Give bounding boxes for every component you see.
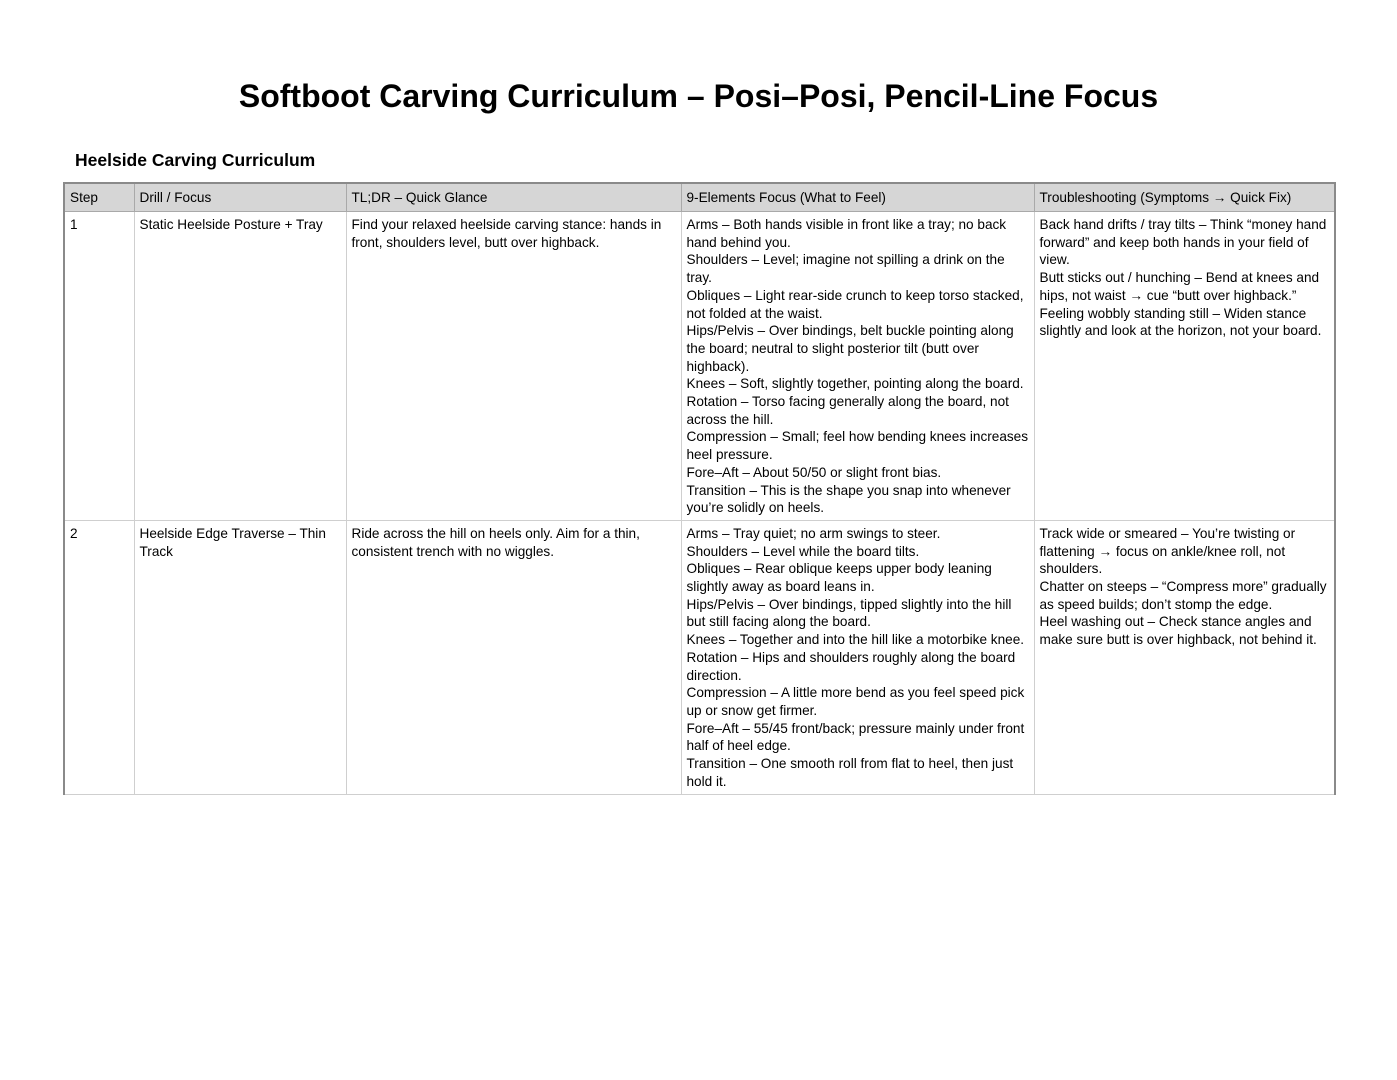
nine-element-line: Fore–Aft – About 50/50 or slight front bias. — [686, 464, 942, 480]
cell-step: 1 — [64, 212, 134, 521]
nine-element-line: Hips/Pelvis – Over bindings, belt buckle pointing along the board; neutral to slight posterior tilt (butt over highback). — [686, 323, 1014, 374]
nine-element-line: Compression – Small; feel how bending knees increases heel pressure. — [686, 429, 1029, 463]
cell-tldr: Find your relaxed heelside carving stance: hands in front, shoulders level, butt over highback. — [346, 212, 681, 521]
cell-nine-elements — [681, 520, 1034, 794]
curriculum-table — [63, 182, 1336, 795]
document-title: Softboot Carving Curriculum – Posi–Posi, Pencil-Line Focus — [238, 78, 1159, 114]
cell-drill: Heelside Edge Traverse – Thin Track — [134, 520, 346, 794]
nine-element-line: Shoulders – Level; imagine not spilling a drink on the tray. — [686, 252, 1005, 286]
header-drill: Drill / Focus — [134, 183, 346, 212]
troubleshooting-line: Chatter on steeps – “Compress more” gradually as speed builds; don’t stomp the edge. — [1039, 579, 1327, 612]
cell-drill: Static Heelside Posture + Tray — [134, 212, 346, 521]
table-header-row — [64, 183, 1335, 212]
nine-element-line: Rotation – Torso facing generally along the board, not across the hill. — [686, 394, 1009, 427]
troubleshooting-line: Butt sticks out / hunching – Bend at knees and hips, not waist → cue “butt over highback.” — [1039, 270, 1320, 303]
nine-element-line: Knees – Soft, slightly together, pointing along the board. — [686, 376, 1024, 392]
cell-tldr: Ride across the hill on heels only. Aim for a thin, consistent trench with no wiggles. — [346, 520, 681, 794]
section-title: Heelside Carving Curriculum — [75, 150, 316, 170]
nine-element-line: Fore–Aft – 55/45 front/back; pressure mainly under front half of heel edge. — [686, 720, 1025, 754]
cell-step: 2 — [64, 520, 134, 794]
nine-element-line: Compression – A little more bend as you feel speed pick up or snow get firmer. — [686, 685, 1025, 718]
header-troubleshooting: Troubleshooting (Symptoms → Quick Fix) — [1034, 183, 1335, 212]
cell-troubleshooting — [1034, 520, 1335, 794]
cell-troubleshooting — [1034, 212, 1335, 521]
nine-element-line: Arms – Both hands visible in front like a tray; no back hand behind you. — [686, 217, 1007, 250]
nine-element-line: Transition – This is the shape you snap into whenever you’re solidly on heels. — [686, 482, 1011, 516]
header-nine-elements: 9-Elements Focus (What to Feel) — [681, 183, 1034, 212]
troubleshooting-line: Feeling wobbly standing still – Widen stance slightly and look at the horizon, not your board. — [1039, 305, 1322, 339]
nine-element-line: Rotation – Hips and shoulders roughly along the board direction. — [686, 649, 1016, 683]
table-row — [64, 212, 1335, 521]
troubleshooting-line: Back hand drifts / tray tilts – Think “money hand forward” and keep both hands in your field of view. — [1039, 217, 1327, 268]
nine-element-line: Transition – One smooth roll from flat to heel, then just hold it. — [686, 756, 1014, 789]
nine-element-line: Hips/Pelvis – Over bindings, tipped slightly into the hill but still facing along the board. — [686, 596, 1012, 630]
table-row — [64, 520, 1335, 794]
header-step: Step — [64, 183, 134, 212]
nine-element-line: Knees – Together and into the hill like a motorbike knee. — [686, 632, 1025, 648]
nine-element-line: Shoulders – Level while the board tilts. — [686, 543, 920, 559]
header-tldr: TL;DR – Quick Glance — [346, 183, 681, 212]
cell-nine-elements — [681, 212, 1034, 521]
troubleshooting-line: Track wide or smeared – You’re twisting or flattening → focus on ankle/knee roll, not shoulders. — [1039, 525, 1296, 577]
nine-element-line: Arms – Tray quiet; no arm swings to steer. — [686, 525, 941, 541]
nine-element-line: Obliques – Rear oblique keeps upper body leaning slightly away as board leans in. — [686, 561, 992, 595]
troubleshooting-line: Heel washing out – Check stance angles and make sure butt is over highback, not behind it. — [1039, 614, 1317, 648]
nine-element-line: Obliques – Light rear-side crunch to keep torso stacked, not folded at the waist. — [686, 287, 1024, 321]
